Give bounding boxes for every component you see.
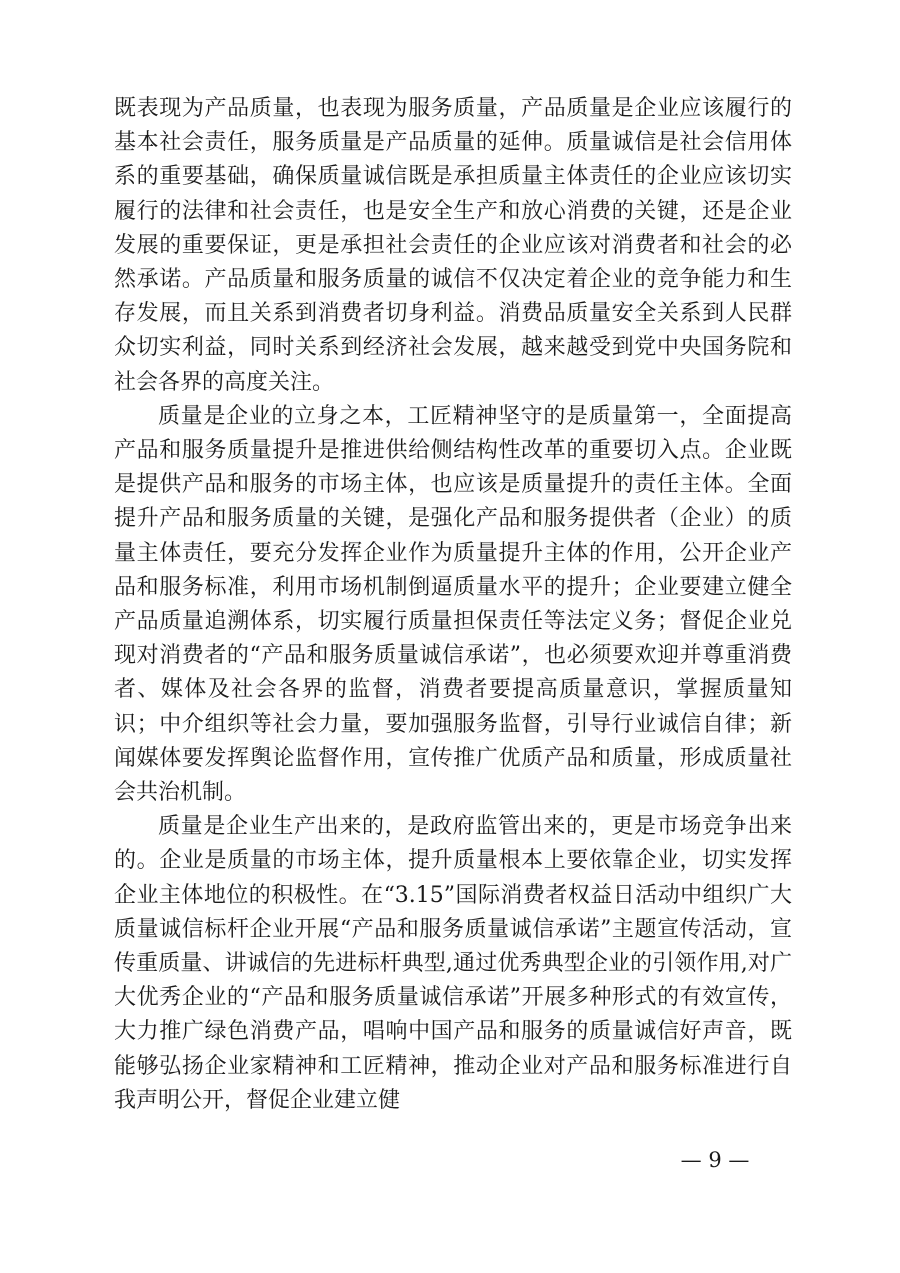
paragraph: 质量是企业生产出来的，是政府监管出来的，更是市场竞争出来的。企业是质量的市场主体，提升质量根本上要依靠企业，切实发挥企业主体地位的积极性。在“3.15”国际消费者权益日活动中组织广大质量诚信标杆企业开展“产品和服务质量诚信承诺”主题宣传活动，宣传重质量、讲诚信的先进标杆典型,通过优秀典型企业的引领作用,对广大优秀企业的“产品和服务质量诚信承诺”开展多种形式的有效宣传，大力推广绿色消费产品，唱响中国产品和服务的质量诚信好声音，既能够弘扬企业家精神和工匠精神，推动企业对产品和服务标准进行自我声明公开，督促企业建立健 bbox=[114, 814, 792, 1113]
paragraph: 质量是企业的立身之本，工匠精神坚守的是质量第一，全面提高产品和服务质量提升是推进供给侧结构性改革的重要切入点。企业既是提供产品和服务的市场主体，也应该是质量提升的责任主体。全面提升产品和服务质量的关键，是强化产品和服务提供者（企业）的质量主体责任，要充分发挥企业作为质量提升主体的作用，公开企业产品和服务标准，利用市场机制倒逼质量水平的提升；企业要建立健全产品质量追溯体系，切实履行质量担保责任等法定义务；督促企业兑现对消费者的“产品和服务质量诚信承诺”，也必须要欢迎并尊重消费者、媒体及社会各界的监督，消费者要提高质量意识，掌握质量知识；中介组织等社会力量，要加强服务监督，引导行业诚信自律；新闻媒体要发挥舆论监督作用，宣传推广优质产品和质量，形成质量社会共治机制。 bbox=[114, 403, 792, 806]
document-body bbox=[114, 92, 792, 1118]
paragraph-continued: 既表现为产品质量，也表现为服务质量，产品质量是企业应该履行的基本社会责任，服务质量是产品质量的延伸。质量诚信是社会信用体系的重要基础，确保质量诚信既是承担质量主体责任的企业应该切实履行的法律和社会责任，也是安全生产和放心消费的关键，还是企业发展的重要保证，更是承担社会责任的企业应该对消费者和社会的必然承诺。产品质量和服务质量的诚信不仅决定着企业的竞争能力和生存发展，而且关系到消费者切身利益。消费品质量安全关系到人民群众切实利益，同时关系到经济社会发展，越来越受到党中央国务院和社会各界的高度关注。 bbox=[114, 96, 792, 395]
page-number: — 9 — bbox=[680, 1148, 750, 1172]
